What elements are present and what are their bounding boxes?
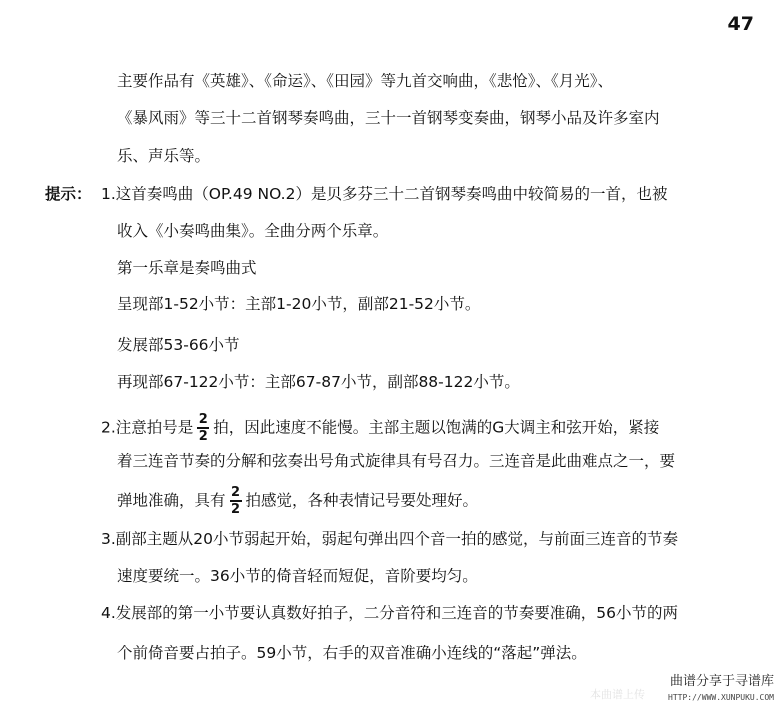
tip1-line-6: 再现部67-122小节：主部67-87小节，副部88-122小节。 (117, 373, 520, 391)
intro-line-2: 《暴风雨》等三十二首钢琴奏鸣曲，三十一首钢琴变奏曲，钢琴小品及许多室内 (117, 109, 660, 127)
tip3-line-1: 3.副部主题从20小节弱起开始，弱起句弹出四个音一拍的感觉，与前面三连音的节奏 (101, 530, 679, 548)
tip1-line-3: 第一乐章是奏鸣曲式 (117, 259, 257, 277)
tip4-line-2: 个前倚音要占拍子。59小节，右手的双音准确小连线的“落起”弹法。 (117, 644, 587, 662)
site-url[interactable]: HTTP://WWW.XUNPUKU.COM (668, 693, 774, 702)
tip2-line-1 (101, 413, 659, 443)
tip2-line-3-post: 拍感觉，各种表情记号要处理好。 (245, 491, 479, 510)
tip3-line-2: 速度要统一。36小节的倚音轻而短促，音阶要均匀。 (117, 567, 478, 585)
tip1-line-5: 发展部53-66小节 (117, 336, 240, 354)
tip4-line-1: 4.发展部的第一小节要认真数好拍子，二分音符和三连音的节奏要准确，56小节的两 (101, 604, 679, 622)
tip1-line-2: 收入《小奏鸣曲集》。全曲分两个乐章。 (117, 222, 389, 240)
site-title: 曲谱分享于寻谱库 (669, 674, 774, 689)
intro-line-1: 主要作品有《英雄》、《命运》、《田园》等九首交响曲，《悲怆》、《月光》、 (117, 72, 614, 90)
time-signature-denominator: 2 (198, 429, 208, 444)
tip2-line-1-post: 拍，因此速度不能慢。主部主题以饱满的G大调主和弦开始，紧接 (213, 418, 660, 437)
time-signature-2-2 (197, 413, 209, 443)
time-signature-denominator: 2 (230, 502, 241, 517)
page-number: 47 (727, 13, 754, 35)
time-signature-numerator: 2 (198, 412, 208, 427)
watermark-text: 本曲谱上传 (590, 688, 645, 701)
tip2-line-2: 着三连音节奏的分解和弦奏出号角式旋律具有号召力。三连音是此曲难点之一，要 (117, 452, 676, 470)
tip1-line-4: 呈现部1-52小节：主部1-20小节，副部21-52小节。 (117, 295, 481, 313)
tip2-line-3 (117, 486, 478, 516)
tip2-line-1-pre: 2.注意拍号是 (101, 418, 194, 437)
site-logo[interactable] (668, 674, 774, 706)
tip1-line-1: 1.这首奏鸣曲（OP.49 NO.2）是贝多芬三十二首钢琴奏鸣曲中较简易的一首，也被 (101, 185, 668, 203)
intro-line-3: 乐、声乐等。 (117, 147, 211, 165)
tips-label: 提示： (45, 185, 92, 203)
time-signature-2-2 (230, 486, 242, 516)
time-signature-numerator: 2 (230, 485, 241, 500)
tip2-line-3-pre: 弹地准确，具有 (117, 491, 226, 510)
